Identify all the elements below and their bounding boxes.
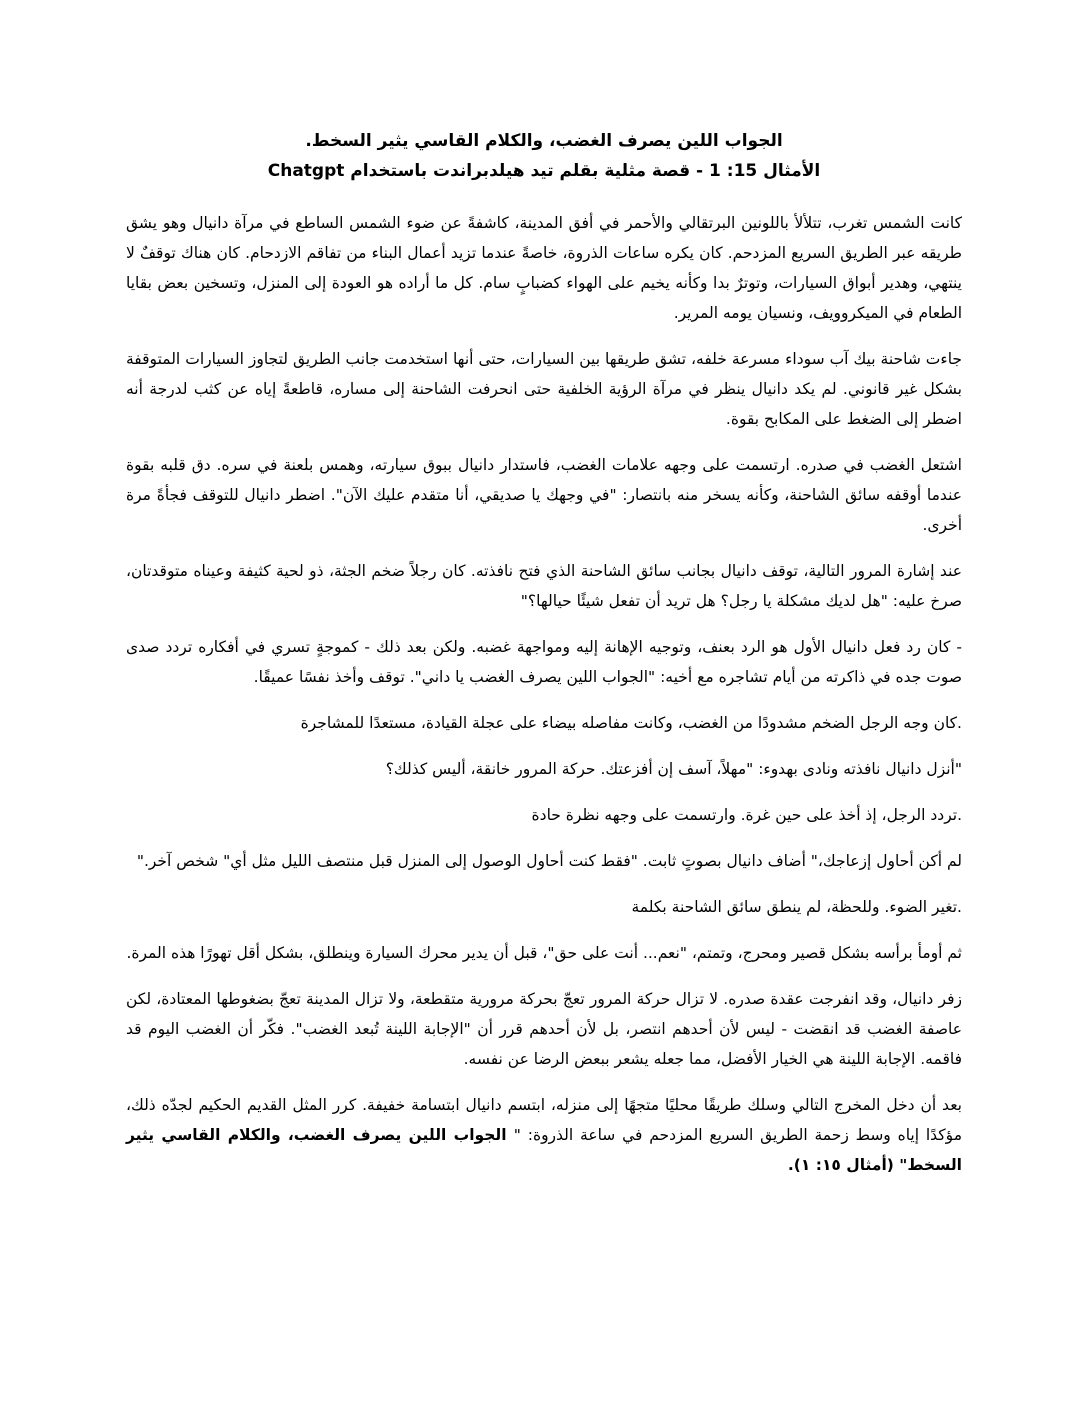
- paragraph-1: كانت الشمس تغرب، تتلألأ باللونين البرتقالي والأحمر في أفق المدينة، كاشفةً عن ضوء الشمس الساطع في مرآة دانيال وهو يشق طريقه عبر الطريق السريع المزدحم. كان يكره ساعات الذروة، خاصةً عندما تزيد أعمال البناء من تفاقم الازدحام. كان هناك توقفٌ لا ينتهي، وهدير أبواق السيارات، وتوترٌ بدا وكأنه يخيم على الهواء كضبابٍ سام. كل ما أراده هو العودة إلى المنزل، وتسخين بعض بقايا الطعام في الميكروويف، ونسيان يومه المرير.: [126, 214, 962, 322]
- paragraph-3: اشتعل الغضب في صدره. ارتسمت على وجهه علامات الغضب، فاستدار دانيال ببوق سيارته، وهمس بلعنة في سره. دق قلبه بقوة عندما أوقفه سائق الشاحنة، وكأنه يسخر منه بانتصار: "في وجهك يا صديقي، أنا متقدم عليك الآن". اضطر دانيال للتوقف فجأةً مرة أخرى.: [126, 456, 962, 534]
- title-block: [126, 126, 962, 186]
- paragraph-2: جاءت شاحنة بيك آب سوداء مسرعة خلفه، تشق طريقها بين السيارات، حتى أنها استخدمت جانب الطريق لتجاوز السيارات المتوقفة بشكل غير قانوني. لم يكد دانيال ينظر في مرآة الرؤية الخلفية حتى انحرفت الشاحنة إلى مساره، قاطعةً إياه عن كثب لدرجة أنه اضطر إلى الضغط على المكابح بقوة.: [126, 350, 962, 428]
- document-title: .الجواب اللين يصرف الغضب، والكلام القاسي يثير السخط: [305, 131, 783, 151]
- final-paragraph-text: بعد أن دخل المخرج التالي وسلك طريقًا محليًا متجهًا إلى منزله، ابتسم دانيال ابتسامة خفيفة. كرر المثل القديم الحكيم لجدّه ذلك، مؤكدًا إياه وسط زحمة الطريق السريع المزدحم في ساعة الذروة: ": [126, 1096, 962, 1144]
- paragraph-6: .كان وجه الرجل الضخم مشدودًا من الغضب، وكانت مفاصله بيضاء على عجلة القيادة، مستعدًا للمشاجرة: [300, 714, 962, 732]
- paragraph-5: - كان رد فعل دانيال الأول هو الرد بعنف، وتوجيه الإهانة إليه ومواجهة غضبه. ولكن بعد ذلك - كموجةٍ تسري في أفكاره تردد صدى صوت جده في ذاكرته من أيام تشاجره مع أخيه: "الجواب اللين يصرف الغضب يا داني". توقف وأخذ نفسًا عميقًا.: [126, 638, 962, 686]
- paragraph-7: "أنزل دانيال نافذته ونادى بهدوء: "مهلاً، آسف إن أفزعتك. حركة المرور خانقة، أليس كذلك؟: [385, 760, 962, 778]
- final-paragraph-proverb: الجواب اللين يصرف الغضب، والكلام القاسي يثير السخط" (أمثال ١٥: ١).: [126, 1126, 962, 1174]
- paragraph-8: .تردد الرجل، إذ أخذ على حين غرة. وارتسمت على وجهه نظرة حادة: [531, 806, 962, 824]
- paragraph-10: .تغير الضوء. وللحظة، لم ينطق سائق الشاحنة بكلمة: [631, 898, 962, 916]
- paragraph-9: لم أكن أحاول إزعاجك،" أضاف دانيال بصوتٍ ثابت. "فقط كنت أحاول الوصول إلى المنزل قبل منتصف الليل مثل أي" شخص آخر.": [136, 852, 962, 870]
- final-paragraph: [126, 1090, 962, 1180]
- paragraph-4: عند إشارة المرور التالية، توقف دانيال بجانب سائق الشاحنة الذي فتح نافذته. كان رجلاً ضخم الجثة، ذو لحية كثيفة وعيناه متوقدتان، صرخ عليه: "هل لديك مشكلة يا رجل؟ هل تريد أن تفعل شيئًا حيالها؟": [126, 562, 962, 610]
- paragraph-12: زفر دانيال، وقد انفرجت عقدة صدره. لا تزال حركة المرور تعجّ بحركة مرورية متقطعة، ولا تزال المدينة تعجّ بضغوطها المعتادة، لكن عاصفة الغضب قد انقضت - ليس لأن أحدهم انتصر، بل لأن أحدهم قرر أن "الإجابة اللينة تُبعد الغضب". فكّر أن الغضب اليوم قد فاقمه. الإجابة اللينة هي الخيار الأفضل، مما جعله يشعر ببعض الرضا عن نفسه.: [126, 990, 962, 1068]
- paragraph-11: ثم أومأ برأسه بشكل قصير ومحرج، وتمتم، "نعم... أنت على حق"، قبل أن يدير محرك السيارة وينطلق، بشكل أقل تهورًا هذه المرة.: [126, 944, 962, 962]
- document-subtitle: Chatgpt الأمثال 15: 1 - قصة مثلية بقلم تيد هيلدبراندت باستخدام: [267, 161, 821, 181]
